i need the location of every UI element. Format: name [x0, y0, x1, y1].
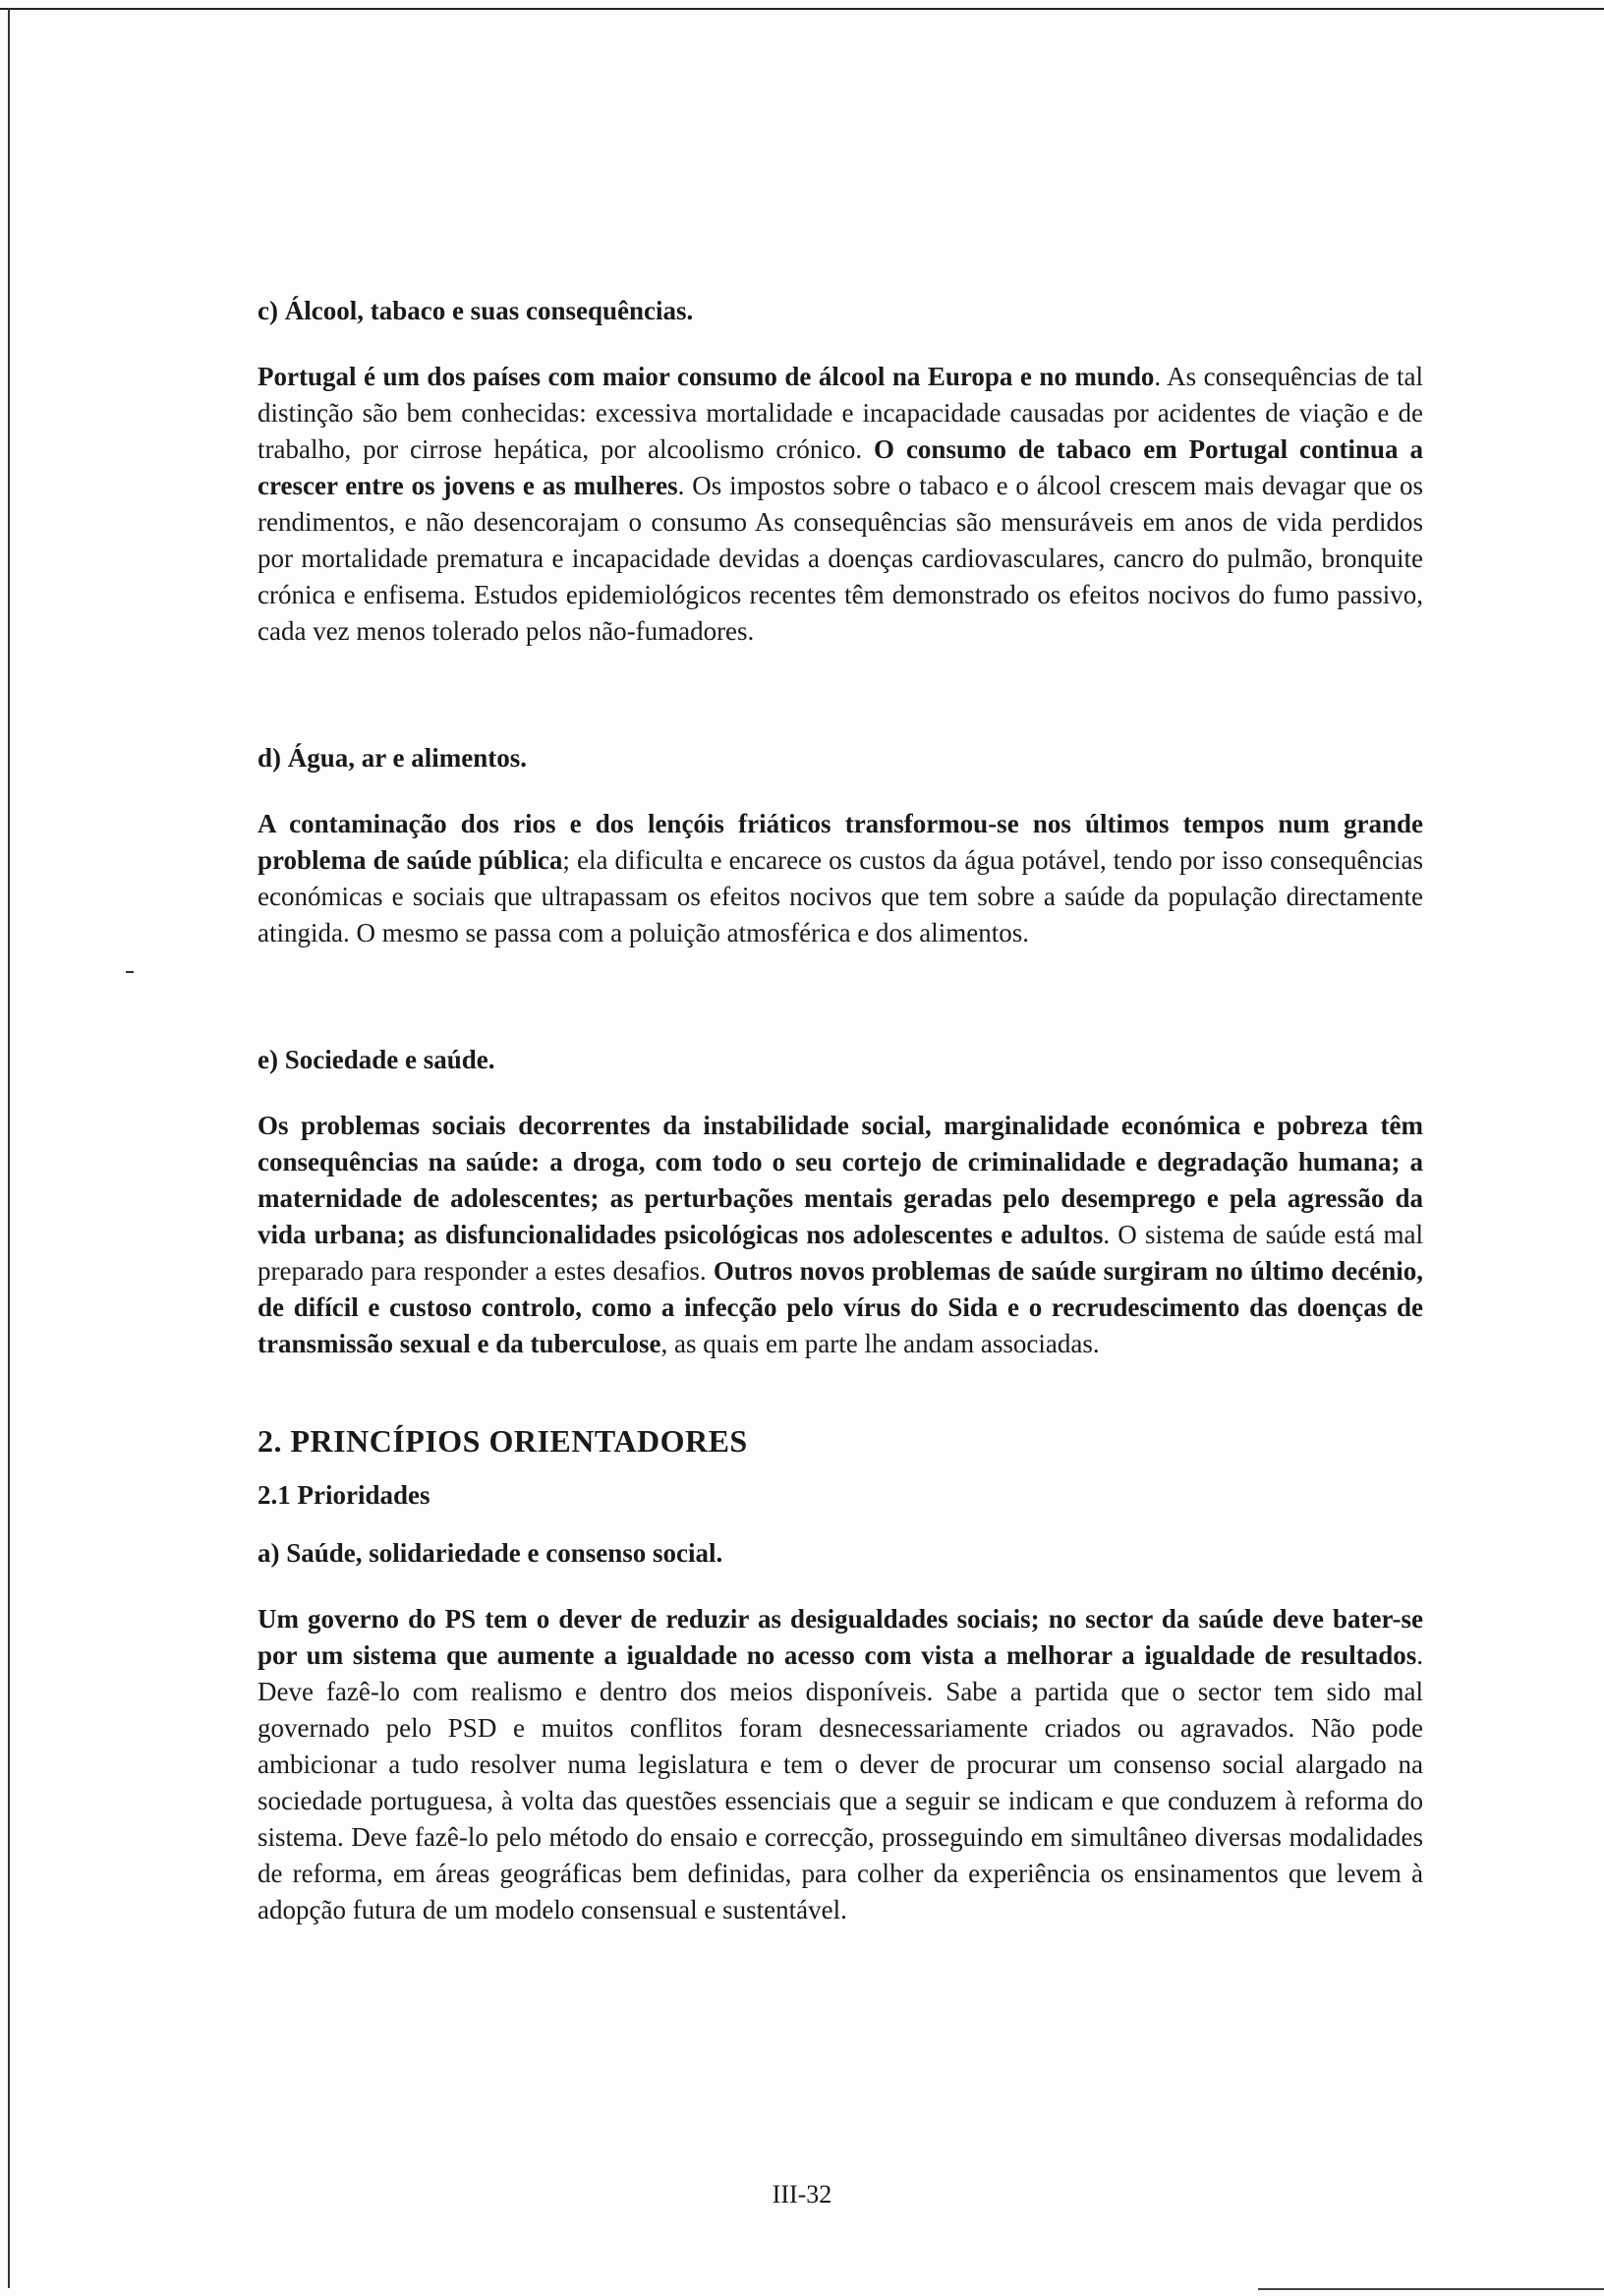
- scan-border-top: [0, 8, 1604, 10]
- paragraph-e-text-2: , as quais em parte lhe andam associadas.: [660, 1329, 1100, 1358]
- paragraph-c-bold-1: Portugal é um dos países com maior consumo de álcool na Europa e no mundo: [258, 362, 1155, 391]
- paragraph-e-text-1: . O sistema de saúde está mal preparado para responder a estes desafios.: [258, 1220, 1423, 1286]
- paragraph-c-text-1: . As consequências de tal distinção são bem conhecidas: excessiva mortalidade e incapacidade causadas por acidentes de viação e de trabalho, por cirrose hepática, por alcoolismo crónico.: [258, 362, 1423, 464]
- section-heading-c: c) Álcool, tabaco e suas consequências.: [258, 296, 694, 325]
- scan-speck: [126, 971, 134, 973]
- page-number: III-32: [772, 2180, 832, 2209]
- document-body: [258, 293, 1423, 1928]
- paragraph-d-bold-1: A contaminação dos rios e dos lençóis friáticos transformou-se nos últimos tempos num grande problema de saúde pública: [258, 809, 1423, 875]
- paragraph-c-text-2: . Os impostos sobre o tabaco e o álcool crescem mais devagar que os rendimentos, e não desencorajam o consumo As consequências são mensuráveis em anos de vida perdidos por mortalidade prematura e incapacidade devidas a doenças cardiovasculares, cancro do pulmão, bronquite crónica e enfisema. Estudos epidemiológicos recentes têm demonstrado os efeitos nocivos do fumo passivo, cada vez menos tolerado pelos não-fumadores.: [258, 471, 1424, 646]
- paragraph-e: [258, 1108, 1423, 1362]
- paragraph-d: [258, 806, 1423, 951]
- paragraph-c-bold-2: O consumo de tabaco em Portugal continua a crescer entre os jovens e as mulheres: [258, 434, 1423, 500]
- subsection-title-prioridades: 2.1 Prioridades: [258, 1480, 430, 1510]
- paragraph-a-bold-1: Um governo do PS tem o dever de reduzir as desigualdades sociais; no sector da saúde deve bater-se por um sistema que aumente a igualdade no acesso com vista a melhorar a igualdade de resultados: [258, 1604, 1423, 1670]
- paragraph-d-text-1: ; ela dificulta e encarece os custos da água potável, tendo por isso consequências económicas e sociais que ultrapassam os efeitos nocivos que tem sobre a saúde da população directamente atingida. O mesmo se passa com a poluição atmosférica e dos alimentos.: [258, 845, 1423, 947]
- section-heading-e: e) Sociedade e saúde.: [258, 1045, 495, 1074]
- section-title-principios: 2. PRINCÍPIOS ORIENTADORES: [258, 1423, 748, 1459]
- section-heading-a: a) Saúde, solidariedade e consenso social.: [258, 1538, 723, 1568]
- section-heading-d: d) Água, ar e alimentos.: [258, 743, 527, 773]
- paragraph-e-bold-1: Os problemas sociais decorrentes da instabilidade social, marginalidade económica e pobreza têm consequências na saúde: a droga, com todo o seu cortejo de criminalidade e degradação humana; a maternidade de adolescentes; as perturbações mentais geradas pelo desemprego e pela agressão da vida urbana; as disfuncionalidades psicológicas nos adolescentes e adultos: [258, 1111, 1423, 1249]
- scan-border-left: [8, 8, 10, 2288]
- paragraph-c: [258, 359, 1423, 650]
- paragraph-e-bold-2: Outros novos problemas de saúde surgiram no último decénio, de difícil e custoso controlo, como a infecção pelo vírus do Sida e o recrudescimento das doenças de transmissão sexual e da tuberculose: [258, 1256, 1423, 1358]
- scan-border-bottom: [1258, 2288, 1604, 2290]
- paragraph-a: [258, 1601, 1423, 1928]
- paragraph-a-text-1: . Deve fazê-lo com realismo e dentro dos meios disponíveis. Sabe a partida que o sector tem sido mal governado pelo PSD e muitos conflitos foram desnecessariamente criados ou agravados. Não pode ambicionar a tudo resolver numa legislatura e tem o dever de procurar um consenso social alargado na sociedade portuguesa, à volta das questões essenciais que a seguir se indicam e que conduzem à reforma do sistema. Deve fazê-lo pelo método do ensaio e correcção, prosseguindo em simultâneo diversas modalidades de reforma, em áreas geográficas bem definidas, para colher da experiência os ensinamentos que levem à adopção futura de um modelo consensual e sustentável.: [258, 1640, 1423, 1924]
